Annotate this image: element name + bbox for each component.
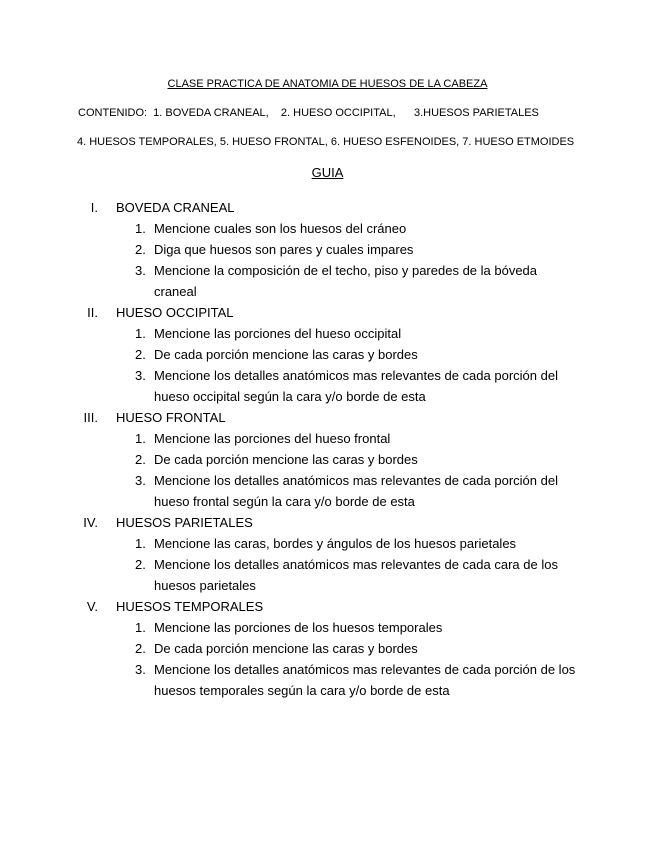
section-numeral: V. bbox=[86, 599, 98, 614]
list-item bbox=[0, 260, 579, 302]
section-hueso-frontal bbox=[0, 407, 655, 512]
item-number: 2. bbox=[135, 641, 146, 656]
item-number: 1. bbox=[135, 620, 146, 635]
list-item bbox=[0, 344, 579, 365]
guia-heading: GUIA bbox=[311, 165, 344, 180]
section-heading bbox=[0, 407, 655, 428]
section-numeral: IV. bbox=[83, 515, 98, 530]
item-number: 2. bbox=[135, 347, 146, 362]
item-text: Mencione la composición de el techo, piso y paredes de la bóveda craneal bbox=[154, 263, 538, 299]
item-text: Mencione las porciones del hueso occipital bbox=[154, 326, 402, 341]
item-text: De cada porción mencione las caras y bordes bbox=[154, 347, 418, 362]
item-text: De cada porción mencione las caras y bordes bbox=[154, 452, 418, 467]
item-number: 1. bbox=[135, 536, 146, 551]
section-boveda-craneal bbox=[0, 197, 655, 302]
section-heading bbox=[0, 197, 655, 218]
item-number: 3. bbox=[135, 473, 146, 488]
item-text: Mencione los detalles anatómicos mas relevantes de cada porción del hueso frontal según la cara y/o borde de esta bbox=[154, 473, 558, 509]
item-text: Mencione los detalles anatómicos mas relevantes de cada porción de los huesos temporales según la cara y/o borde de esta bbox=[154, 662, 576, 698]
contenido-line-2: 4. HUESOS TEMPORALES, 5. HUESO FRONTAL, 6. HUESO ESFENOIDES, 7. HUESO ETMOIDES bbox=[77, 136, 575, 148]
item-number: 1. bbox=[135, 221, 146, 236]
section-title: HUESO OCCIPITAL bbox=[116, 305, 234, 320]
list-item bbox=[0, 449, 579, 470]
item-text: Mencione las porciones del hueso frontal bbox=[154, 431, 391, 446]
list-item bbox=[0, 617, 579, 638]
contenido-line-1: CONTENIDO: 1. BOVEDA CRANEAL, 2. HUESO OCCIPITAL, 3.HUESOS PARIETALES bbox=[78, 107, 539, 119]
item-text: Mencione los detalles anatómicos mas relevantes de cada cara de los huesos parietales bbox=[154, 557, 558, 593]
list-item bbox=[0, 428, 579, 449]
list-item bbox=[0, 470, 579, 512]
section-title: HUESOS TEMPORALES bbox=[116, 599, 264, 614]
item-text: Mencione cuales son los huesos del cráneo bbox=[154, 221, 407, 236]
item-number: 1. bbox=[135, 326, 146, 341]
list-item bbox=[0, 638, 579, 659]
list-item bbox=[0, 365, 579, 407]
item-number: 2. bbox=[135, 557, 146, 572]
item-number: 2. bbox=[135, 242, 146, 257]
list-item bbox=[0, 554, 579, 596]
item-number: 1. bbox=[135, 431, 146, 446]
list-item bbox=[0, 323, 579, 344]
section-title: HUESOS PARIETALES bbox=[116, 515, 253, 530]
item-text: Mencione los detalles anatómicos mas relevantes de cada porción del hueso occipital según la cara y/o borde de esta bbox=[154, 368, 558, 404]
section-heading bbox=[0, 596, 655, 617]
section-title: HUESO FRONTAL bbox=[116, 410, 226, 425]
section-hueso-occipital bbox=[0, 302, 655, 407]
document-title: CLASE PRACTICA DE ANATOMIA DE HUESOS DE LA CABEZA bbox=[167, 78, 488, 90]
section-numeral: II. bbox=[87, 305, 98, 320]
item-text: Diga que huesos son pares y cuales impares bbox=[154, 242, 414, 257]
item-text: Mencione las caras, bordes y ángulos de los huesos parietales bbox=[154, 536, 517, 551]
item-number: 3. bbox=[135, 662, 146, 677]
list-item bbox=[0, 659, 579, 701]
item-text: De cada porción mencione las caras y bordes bbox=[154, 641, 418, 656]
item-number: 3. bbox=[135, 263, 146, 278]
item-number: 2. bbox=[135, 452, 146, 467]
list-item bbox=[0, 218, 579, 239]
section-heading bbox=[0, 302, 655, 323]
section-huesos-parietales bbox=[0, 512, 655, 596]
item-number: 3. bbox=[135, 368, 146, 383]
guide-outline bbox=[0, 197, 655, 701]
list-item bbox=[0, 533, 579, 554]
section-huesos-temporales bbox=[0, 596, 655, 701]
list-item bbox=[0, 239, 579, 260]
section-title: BOVEDA CRANEAL bbox=[116, 200, 235, 215]
section-numeral: III. bbox=[83, 410, 98, 425]
item-text: Mencione las porciones de los huesos temporales bbox=[154, 620, 443, 635]
section-heading bbox=[0, 512, 655, 533]
section-numeral: I. bbox=[90, 200, 98, 215]
